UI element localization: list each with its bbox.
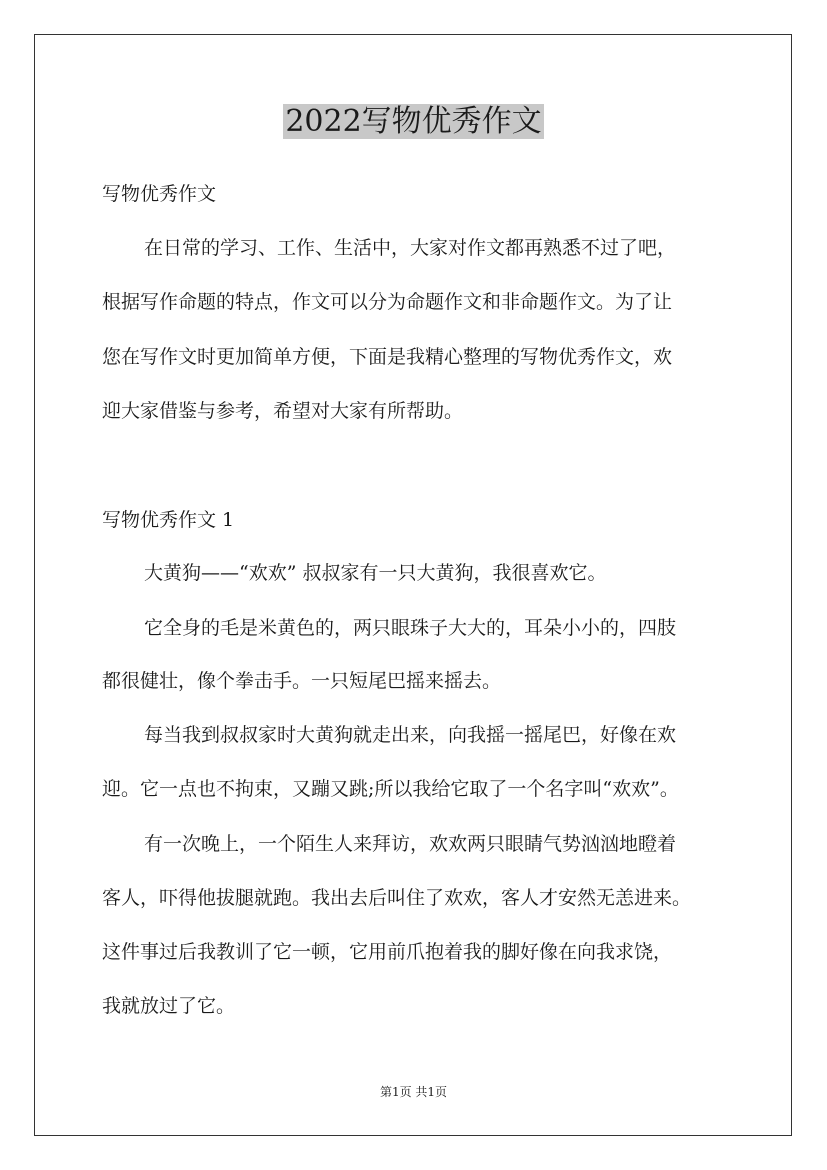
body-line-1: 大黄狗——“欢欢” 叔叔家有一只大黄狗，我很喜欢它。 — [144, 562, 607, 584]
body-line-8: 这件事过后我教训了它一顿，它用前爪抱着我的脚好像在向我求饶， — [102, 941, 673, 963]
body-line-5: 迎。它一点也不拘束，又蹦又跳;所以我给它取了一个名字叫“欢欢”。 — [102, 778, 679, 800]
intro-line-4: 迎大家借鉴与参考，希望对大家有所帮助。 — [102, 400, 464, 422]
document-title — [0, 102, 827, 142]
body-line-6: 有一次晚上，一个陌生人来拜访，欢欢两只眼睛气势汹汹地瞪着 — [144, 833, 677, 855]
body-line-2: 它全身的毛是米黄色的，两只眼珠子大大的，耳朵小小的，四肢 — [144, 617, 677, 639]
intro-line-2: 根据写作命题的特点，作文可以分为命题作文和非命题作文。为了让 — [102, 291, 673, 313]
body-line-7: 客人，吓得他拔腿就跑。我出去后叫住了欢欢，客人才安然无恙进来。 — [102, 887, 692, 909]
intro-line-3: 您在写作文时更加简单方便，下面是我精心整理的写物优秀作文，欢 — [102, 346, 673, 368]
body-line-3: 都很健壮，像个拳击手。一只短尾巴摇来摇去。 — [102, 670, 502, 692]
body-line-4: 每当我到叔叔家时大黄狗就走出来，向我摇一摇尾巴，好像在欢 — [144, 724, 677, 746]
page-number-footer: 第1页 共1页 — [379, 1085, 448, 1099]
document-title-text: 2022写物优秀作文 — [285, 104, 542, 139]
subtitle-line: 写物优秀作文 — [102, 183, 217, 205]
section-heading: 写物优秀作文 1 — [102, 509, 235, 531]
intro-line-1: 在日常的学习、工作、生活中，大家对作文都再熟悉不过了吧， — [144, 237, 677, 259]
body-line-9: 我就放过了它。 — [102, 995, 236, 1017]
